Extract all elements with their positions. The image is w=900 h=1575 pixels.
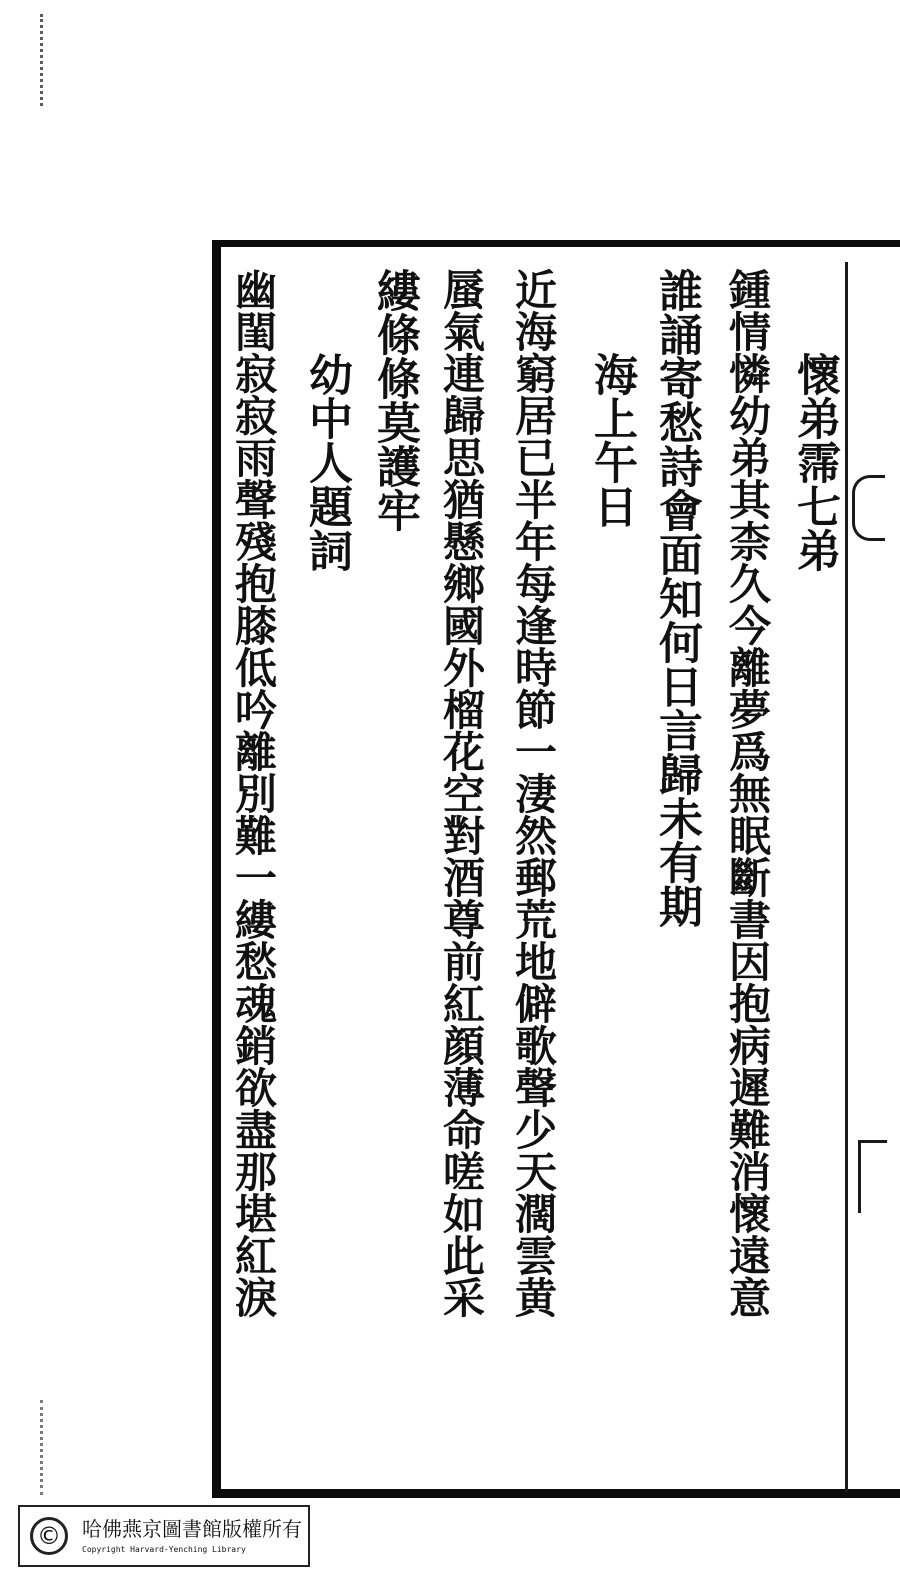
text-column: 縷條條莫護牢 (369, 268, 420, 532)
poem-title-column: 海上午日 (586, 352, 637, 528)
watermark-english-text: Copyright Harvard-Yenching Library (82, 1545, 246, 1554)
copyright-watermark (18, 1505, 310, 1567)
poem-title-column: 幼中人題詞 (301, 352, 352, 572)
gutter-line (845, 262, 848, 1492)
text-column: 幽閨寂寂雨聲殘抱膝低吟離別難一縷愁魂銷欲盡那堪紅淚 (229, 268, 278, 1318)
text-column: 蜃氣連歸思猶懸鄉國外榴花空對酒尊前紅顔薄命嗟如此采 (437, 268, 486, 1318)
copyright-icon: © (30, 1517, 68, 1555)
text-column: 誰誦寄愁詩會面知何日言歸未有期 (651, 268, 702, 928)
gutter-fish-tail-mark (852, 475, 885, 541)
gutter-bracket-mark (858, 1140, 887, 1213)
watermark-chinese-text: 哈佛燕京圖書館版權所有 (82, 1517, 302, 1541)
scan-edge-mark-top (40, 14, 53, 106)
text-column: 鍾情憐幼弟其柰久今離夢爲無眠斷書因抱病遲難消懷遠意 (723, 268, 772, 1318)
text-column: 近海窮居已半年每逢時節一淒然郵荒地僻歌聲少天濶雲黄 (509, 268, 558, 1318)
scan-edge-mark-bottom (40, 1400, 49, 1495)
poem-title-column: 懷弟霈七弟 (789, 352, 840, 572)
